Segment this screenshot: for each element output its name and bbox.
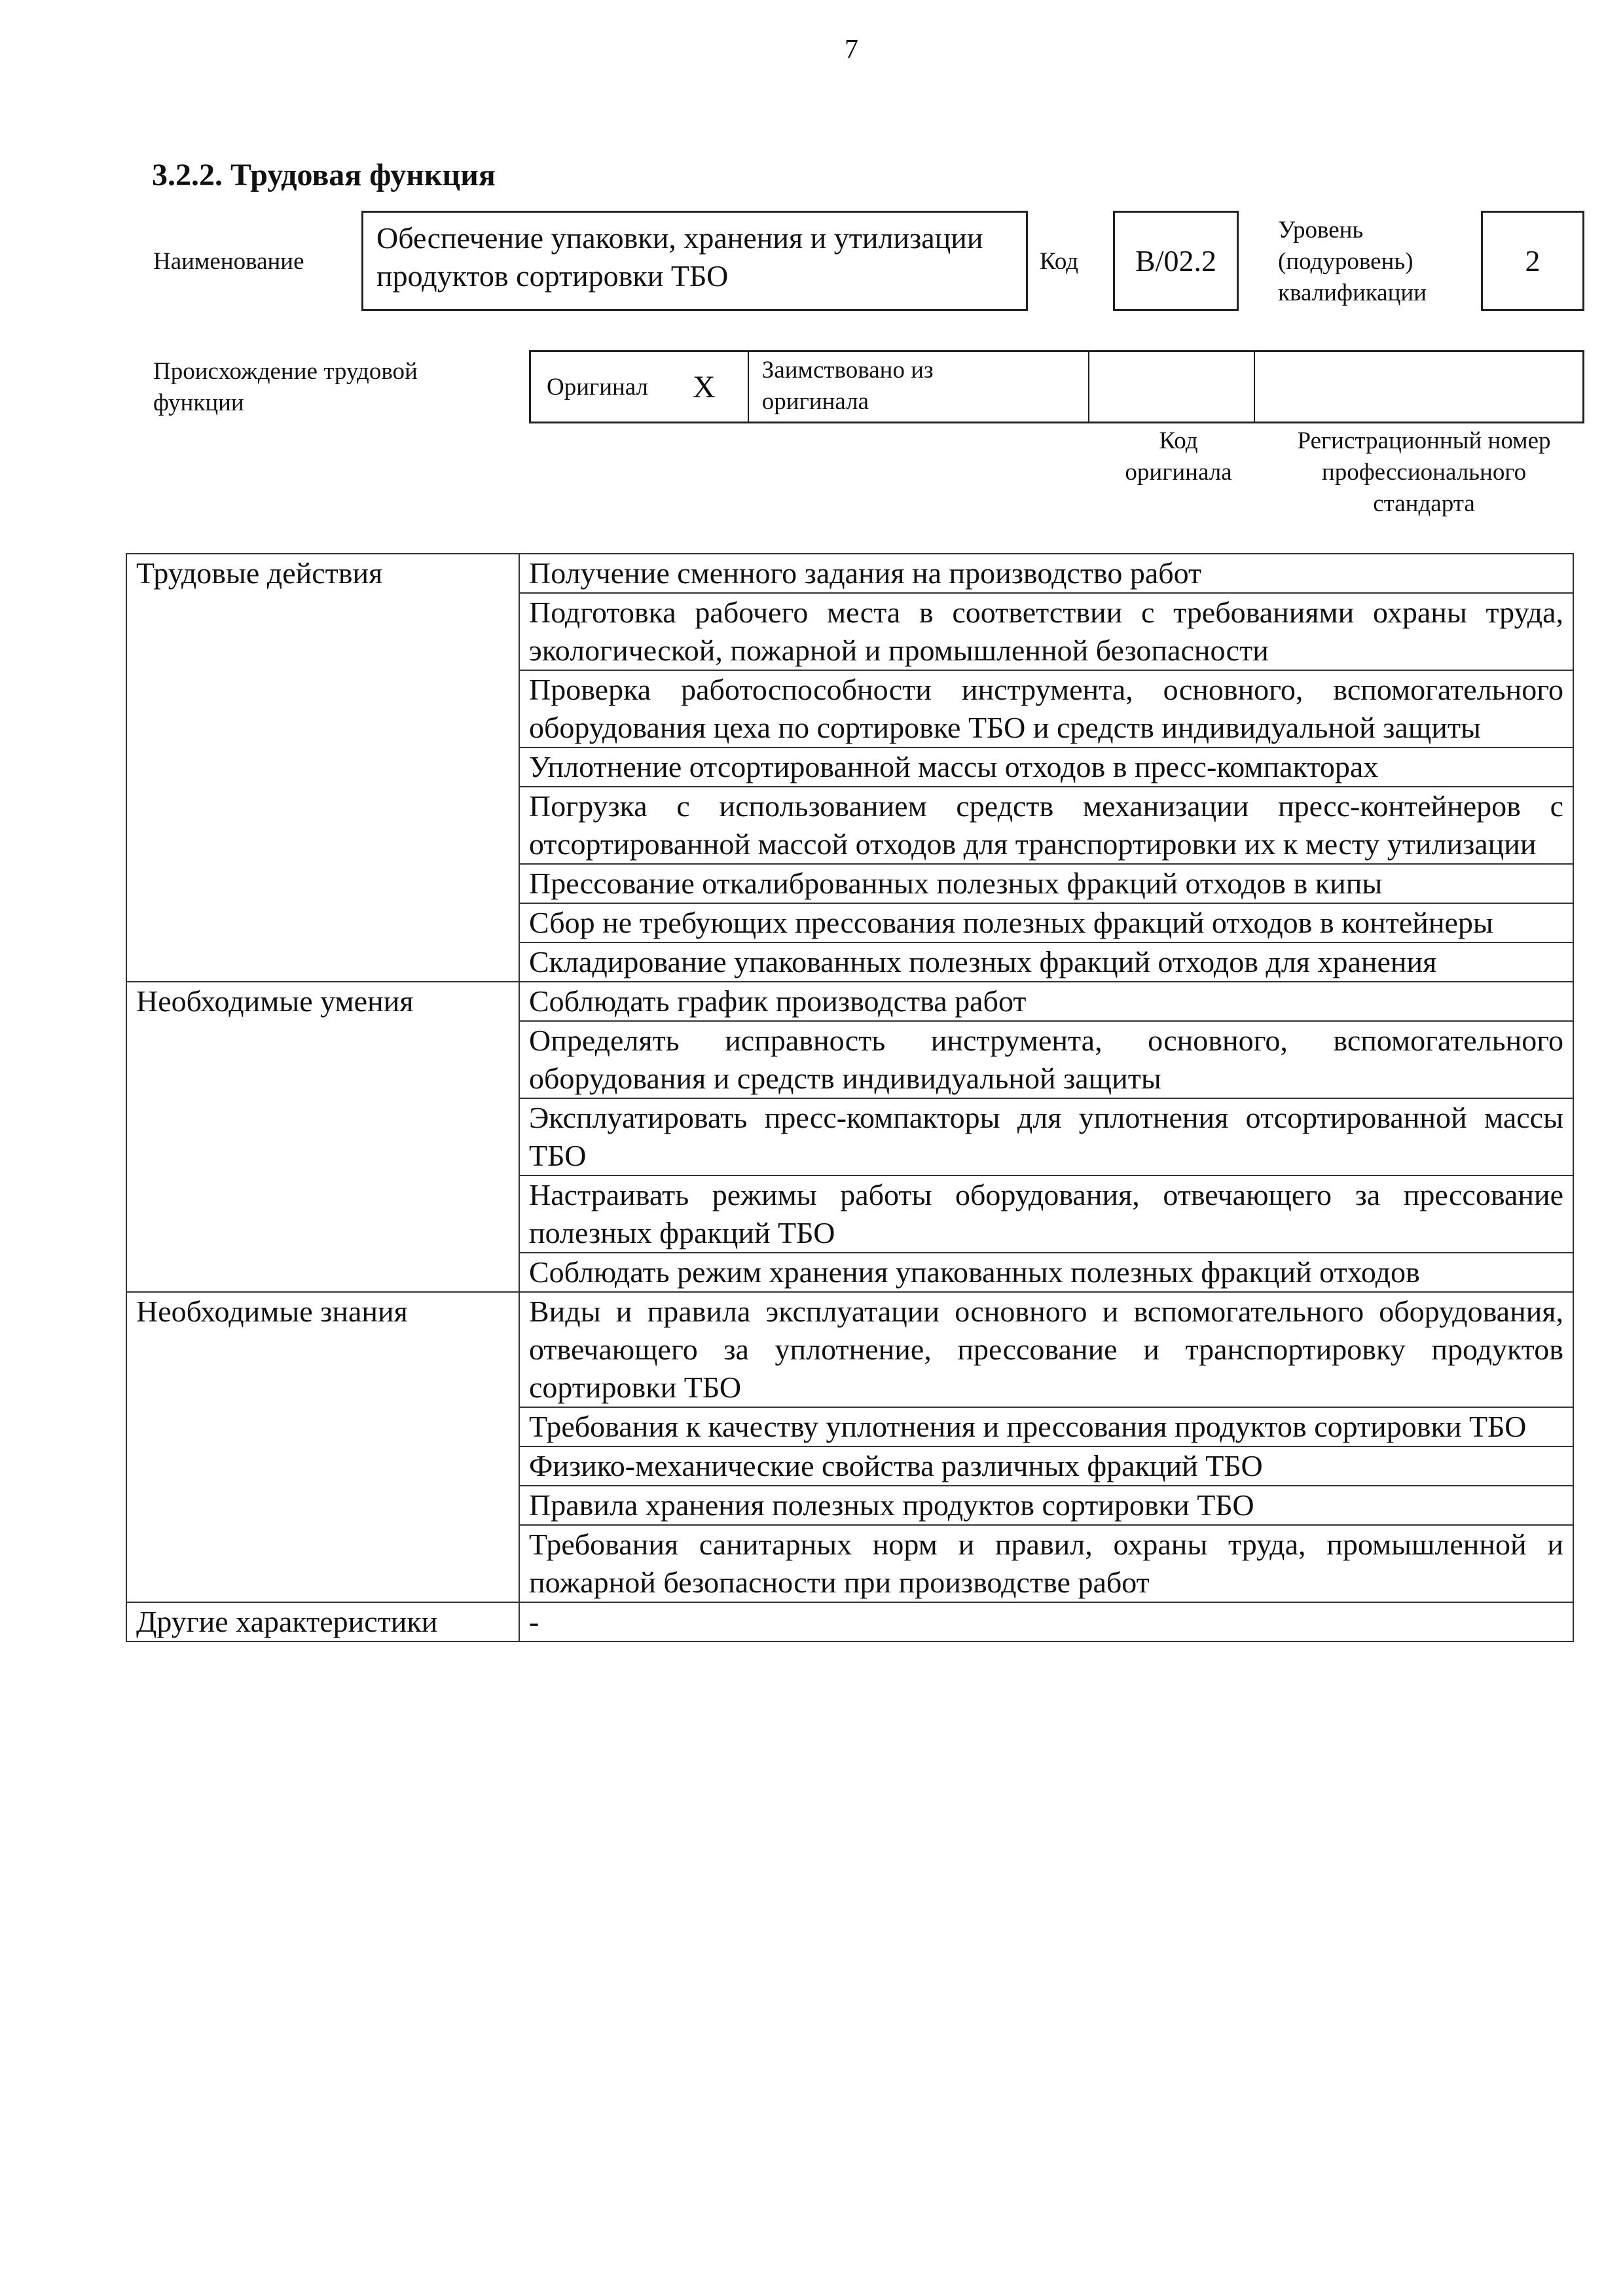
name-label: Наименование bbox=[153, 248, 304, 275]
list-item: Соблюдать график производства работ bbox=[519, 982, 1573, 1021]
list-item: Требования к качеству уплотнения и прессования продуктов сортировки ТБО bbox=[519, 1407, 1573, 1446]
code-value-box: B/02.2 bbox=[1113, 211, 1239, 311]
level-value-box: 2 bbox=[1481, 211, 1584, 311]
origin-label-line: Происхождение трудовой bbox=[153, 358, 418, 385]
function-name-box: Обеспечение упаковки, хранения и утилизации продуктов сортировки ТБО bbox=[361, 211, 1028, 311]
list-item: Уплотнение отсортированной массы отходов в пресс-компакторах bbox=[519, 747, 1573, 787]
list-item: Проверка работоспособности инструмента, основного, вспомогательного оборудования цеха по сортировке ТБО и средств индивидуальной защиты bbox=[519, 670, 1573, 747]
level-label bbox=[1278, 215, 1427, 309]
caption-line: стандарта bbox=[1373, 490, 1475, 517]
list-item: Получение сменного задания на производство работ bbox=[519, 554, 1573, 593]
level-label-line: Уровень bbox=[1278, 217, 1364, 243]
table-row bbox=[126, 982, 1573, 1021]
list-item: Определять исправность инструмента, основного, вспомогательного оборудования и средств индивидуальной защиты bbox=[519, 1021, 1573, 1098]
list-item: Эксплуатировать пресс-компакторы для уплотнения отсортированной массы ТБО bbox=[519, 1098, 1573, 1175]
section-title-cell: Трудовые действия bbox=[126, 554, 519, 982]
borrowed-cell bbox=[749, 352, 1089, 422]
list-item: Сбор не требующих прессования полезных фракций отходов в контейнеры bbox=[519, 903, 1573, 942]
list-item: Складирование упакованных полезных фракций отходов для хранения bbox=[519, 942, 1573, 982]
origin-label bbox=[153, 356, 418, 419]
section-title: 3.2.2. Трудовая функция bbox=[152, 158, 496, 192]
borrowed-line: оригинала bbox=[761, 388, 869, 415]
list-item: Требования санитарных норм и правил, охраны труда, промышленной и пожарной безопасности при производстве работ bbox=[519, 1525, 1573, 1602]
registration-number-caption bbox=[1264, 425, 1584, 520]
list-item: Настраивать режимы работы оборудования, отвечающего за прессование полезных фракций ТБО bbox=[519, 1175, 1573, 1253]
code-label: Код bbox=[1040, 248, 1079, 275]
caption-line: Регистрационный номер bbox=[1297, 427, 1551, 454]
borrowed-line: Заимствовано из bbox=[761, 357, 934, 384]
table-row bbox=[126, 554, 1573, 593]
section-title-cell: Необходимые знания bbox=[126, 1292, 519, 1602]
registration-number-cell bbox=[1255, 352, 1582, 422]
list-item: - bbox=[519, 1602, 1573, 1641]
original-code-cell bbox=[1089, 352, 1255, 422]
origin-table bbox=[529, 350, 1584, 423]
level-label-line: (подуровень) bbox=[1278, 248, 1413, 275]
page-number: 7 bbox=[845, 35, 858, 65]
table-row bbox=[126, 1602, 1573, 1641]
list-item: Виды и правила эксплуатации основного и вспомогательного оборудования, отвечающего за уплотнение, прессование и транспортировку продуктов сортировки ТБО bbox=[519, 1292, 1573, 1407]
caption-line: профессионального bbox=[1321, 459, 1527, 486]
original-mark: X bbox=[693, 369, 716, 404]
original-label: Оригинал bbox=[547, 373, 649, 401]
caption-line: оригинала bbox=[1125, 459, 1232, 486]
table-row bbox=[126, 1292, 1573, 1407]
list-item: Правила хранения полезных продуктов сортировки ТБО bbox=[519, 1486, 1573, 1525]
section-title-cell: Необходимые умения bbox=[126, 982, 519, 1292]
origin-label-line: функции bbox=[153, 389, 244, 416]
original-cell bbox=[531, 352, 749, 422]
list-item: Погрузка с использованием средств механизации пресс-контейнеров с отсортированной массой отходов для транспортировки их к месту утилизации bbox=[519, 787, 1573, 864]
list-item: Прессование откалиброванных полезных фракций отходов в кипы bbox=[519, 864, 1573, 903]
list-item: Подготовка рабочего места в соответствии с требованиями охраны труда, экологической, пожарной и промышленной безопасности bbox=[519, 593, 1573, 670]
caption-line: Код bbox=[1159, 427, 1198, 454]
function-details-table bbox=[126, 553, 1574, 1642]
list-item: Соблюдать режим хранения упакованных полезных фракций отходов bbox=[519, 1253, 1573, 1292]
section-title-cell: Другие характеристики bbox=[126, 1602, 519, 1641]
original-code-caption bbox=[1100, 425, 1257, 488]
level-label-line: квалификации bbox=[1278, 279, 1427, 306]
list-item: Физико-механические свойства различных фракций ТБО bbox=[519, 1446, 1573, 1486]
